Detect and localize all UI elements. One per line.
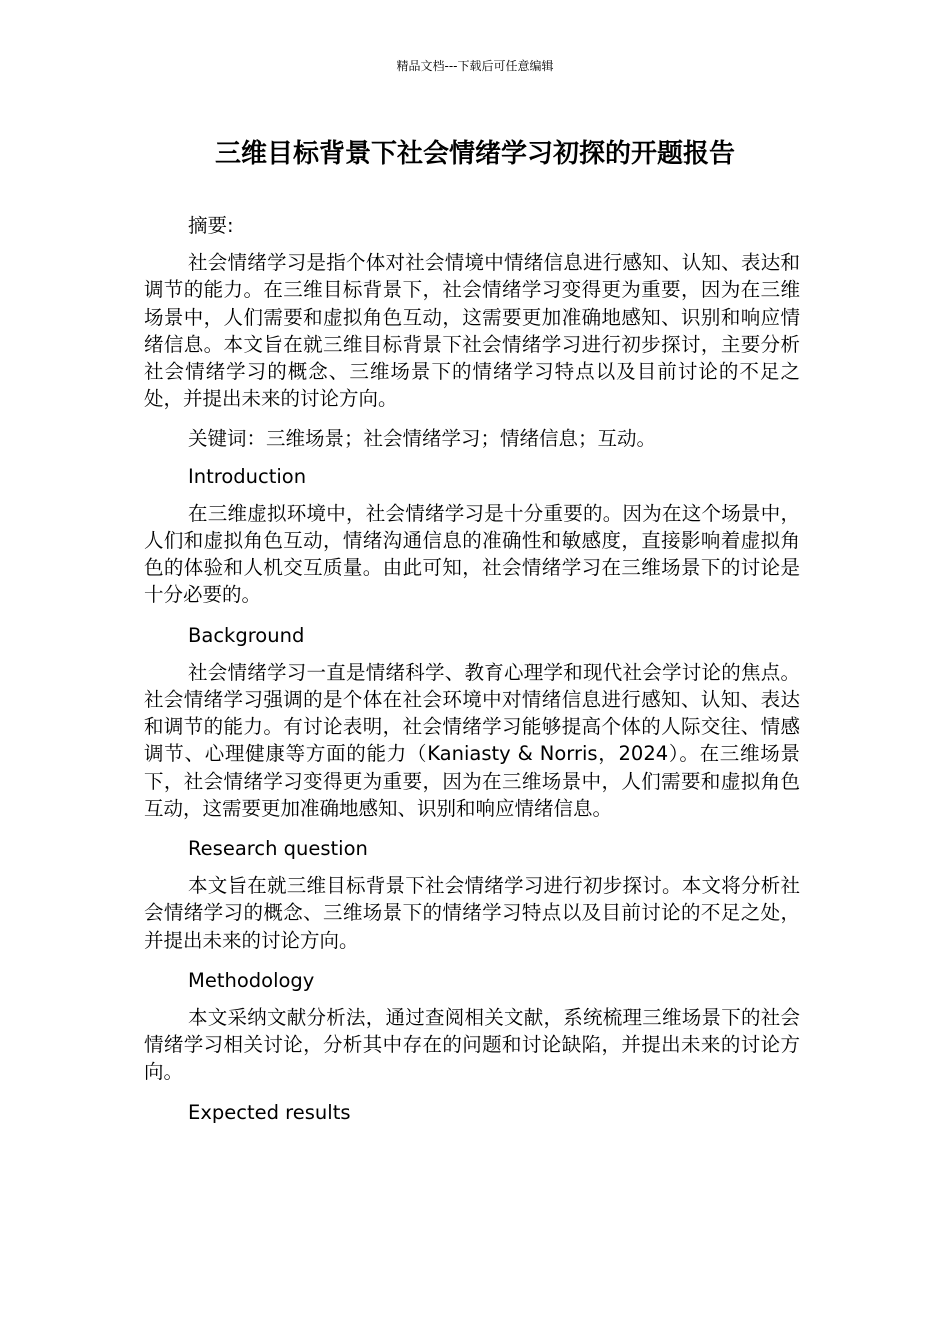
abstract-paragraph: 社会情绪学习是指个体对社会情境中情绪信息进行感知、认知、表达和调节的能力。在三维目标背景下，社会情绪学习变得更为重要，因为在三维场景中，人们需要和虚拟角色互动，这需要更加准确地感知、识别和响应情绪信息。本文旨在就三维目标背景下社会情绪学习进行初步探讨，主要分析社会情绪学习的概念、三维场景下的情绪学习特点以及目前讨论的不足之处，并提出未来的讨论方向。 — [144, 251, 800, 411]
document-body — [144, 212, 800, 1136]
background-paragraph: 社会情绪学习一直是情绪科学、教育心理学和现代社会学讨论的焦点。社会情绪学习强调的是个体在社会环境中对情绪信息进行感知、认知、表达和调节的能力。有讨论表明，社会情绪学习能够提高个体的人际交往、情感调节、心理健康等方面的能力（Kaniasty & Norris，2024）。在三维场景下，社会情绪学习变得更为重要，因为在三维场景中，人们需要和虚拟角色互动，这需要更加准确地感知、识别和响应情绪信息。 — [144, 660, 800, 820]
methodology-paragraph: 本文采纳文献分析法，通过查阅相关文献，系统梳理三维场景下的社会情绪学习相关讨论，分析其中存在的问题和讨论缺陷，并提出未来的讨论方向。 — [144, 1006, 800, 1084]
introduction-paragraph: 在三维虚拟环境中，社会情绪学习是十分重要的。因为在这个场景中，人们和虚拟角色互动，情绪沟通信息的准确性和敏感度，直接影响着虚拟角色的体验和人机交互质量。由此可知，社会情绪学习在三维场景下的讨论是十分必要的。 — [144, 501, 800, 607]
research-question-paragraph: 本文旨在就三维目标背景下社会情绪学习进行初步探讨。本文将分析社会情绪学习的概念、三维场景下的情绪学习特点以及目前讨论的不足之处，并提出未来的讨论方向。 — [144, 874, 800, 952]
introduction-heading: Introduction — [188, 464, 307, 488]
page-header: 精品文档---下载后可任意编辑 — [396, 59, 554, 73]
background-heading: Background — [188, 623, 305, 647]
expected-results-heading: Expected results — [188, 1100, 351, 1124]
keywords-line: 关键词：三维场景；社会情绪学习；情绪信息；互动。 — [188, 427, 657, 451]
document-title: 三维目标背景下社会情绪学习初探的开题报告 — [214, 139, 735, 169]
abstract-label: 摘要: — [188, 214, 234, 237]
methodology-heading: Methodology — [188, 968, 315, 992]
research-question-heading: Research question — [188, 837, 368, 861]
